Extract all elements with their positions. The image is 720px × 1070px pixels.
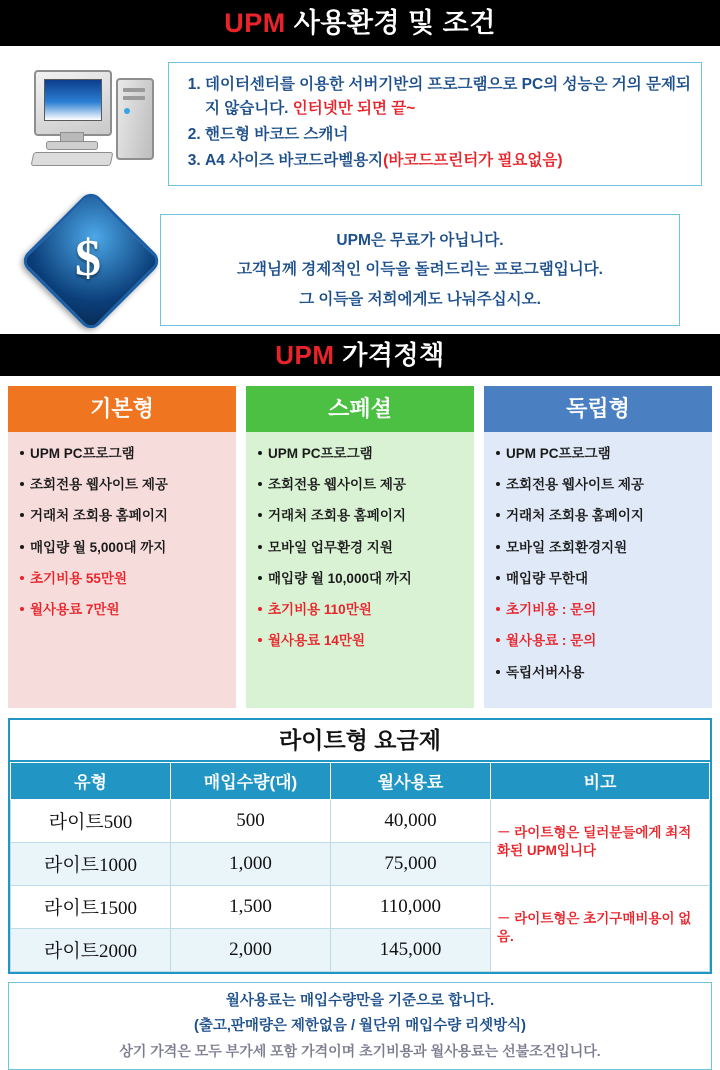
table-row	[11, 799, 710, 842]
plan-features-special	[246, 432, 474, 708]
requirements-box	[168, 62, 702, 186]
plan-title-independent: 독립형	[484, 386, 712, 432]
plan-title-basic: 기본형	[8, 386, 236, 432]
monitor-screen	[44, 79, 102, 121]
table-row	[11, 885, 710, 928]
section-title-pricing	[0, 334, 720, 376]
cell-fee: 40,000	[331, 799, 491, 842]
list-item-accent: 월사용료 : 문의	[496, 631, 702, 651]
cell-quantity: 2,000	[171, 928, 331, 971]
cell-quantity: 500	[171, 799, 331, 842]
pricing-plans	[0, 376, 720, 708]
list-item: 매입량 월 5,000대 까지	[20, 538, 226, 558]
cell-fee: 145,000	[331, 928, 491, 971]
light-plan-table	[8, 718, 712, 974]
tower-slot	[123, 88, 145, 92]
list-item: 조회전용 웹사이트 제공	[20, 475, 226, 495]
title-text: 가격정책	[334, 339, 445, 370]
environment-section	[0, 46, 720, 326]
notice-box	[160, 214, 680, 326]
title-text: 사용환경 및 조건	[285, 8, 496, 38]
requirements-row	[0, 56, 720, 186]
notice-line-3: 그 이득을 저희에게도 나눠주십시오.	[299, 290, 541, 308]
plan-title-special: 스페셜	[246, 386, 474, 432]
notice-line-2: 고객님께 경제적인 이득을 돌려드리는 프로그램입니다.	[237, 261, 603, 279]
plan-card-independent[interactable]	[484, 386, 712, 708]
table-header-row	[11, 762, 710, 799]
footer-line-2: (출고,판매량은 제한없음 / 월단위 매입수량 리셋방식)	[193, 1017, 526, 1034]
monitor-shape	[34, 70, 112, 136]
pc-tower	[116, 78, 154, 160]
desktop-computer-icon	[30, 64, 160, 174]
list-item-accent: 월사용료 7만원	[20, 600, 226, 620]
list-item-accent: 초기비용 110만원	[258, 600, 464, 620]
plan-features-basic	[8, 432, 236, 708]
list-item: UPM PC프로그램	[496, 444, 702, 464]
title-brand: UPM	[275, 339, 335, 370]
monitor-base	[46, 141, 98, 150]
dollar-diamond-icon	[22, 204, 152, 324]
title-brand: UPM	[224, 8, 286, 38]
cell-remark-2: － 라이트형은 초기구매비용이 없음.	[491, 885, 710, 971]
dollar-sign: $	[75, 229, 101, 287]
plan-features-independent	[484, 432, 712, 708]
section-title-environment	[0, 0, 720, 46]
list-item-accent: 초기비용 : 문의	[496, 600, 702, 620]
list-item: 거래처 조회용 홈페이지	[496, 506, 702, 526]
list-item: 조회전용 웹사이트 제공	[496, 475, 702, 495]
cell-fee: 110,000	[331, 885, 491, 928]
requirement-text: 데이터센터를 이용한 서버기반의 프로그램으로 PC의 성능은 거의 문제되지 않습니다.	[205, 76, 691, 118]
plan-card-basic[interactable]	[8, 386, 236, 708]
notice-line-1: UPM은 무료가 아닙니다.	[336, 232, 504, 250]
list-item: 조회전용 웹사이트 제공	[258, 475, 464, 495]
requirement-highlight: (바코드프린터가 필요없음)	[383, 152, 563, 170]
list-item	[205, 73, 691, 121]
cell-fee: 75,000	[331, 842, 491, 885]
cell-type: 라이트2000	[11, 928, 171, 971]
column-header-type: 유형	[11, 762, 171, 799]
list-item: UPM PC프로그램	[20, 444, 226, 464]
footer-line-1: 월사용료는 매입수량만을 기준으로 합니다.	[225, 992, 495, 1009]
cell-quantity: 1,000	[171, 842, 331, 885]
list-item: 모바일 조회환경지원	[496, 538, 702, 558]
footer-line-3: 상기 가격은 모두 부가세 포함 가격이며 초기비용과 월사용료는 선불조건입니다.	[119, 1042, 601, 1059]
requirement-text: A4 사이즈 바코드라벨용지	[205, 152, 384, 170]
footer-note	[8, 982, 712, 1070]
cell-type: 라이트500	[11, 799, 171, 842]
notice-row	[0, 204, 720, 326]
cell-type: 라이트1000	[11, 842, 171, 885]
requirements-list	[183, 73, 691, 173]
list-item: UPM PC프로그램	[258, 444, 464, 464]
list-item: 매입량 월 10,000대 까지	[258, 569, 464, 589]
tower-power-led	[124, 108, 130, 114]
list-item: 거래처 조회용 홈페이지	[258, 506, 464, 526]
list-item-accent: 초기비용 55만원	[20, 569, 226, 589]
column-header-quantity: 매입수량(대)	[171, 762, 331, 799]
requirement-text: 핸드형 바코드 스캐너	[205, 126, 349, 144]
cell-type: 라이트1500	[11, 885, 171, 928]
light-plan-title: 라이트형 요금제	[10, 720, 710, 762]
requirement-highlight: 인터넷만 되면 끝~	[292, 100, 416, 118]
list-item: 모바일 업무환경 지원	[258, 538, 464, 558]
cell-remark-1: － 라이트형은 딜러분들에게 최적화된 UPM입니다	[491, 799, 710, 885]
list-item: 거래처 조회용 홈페이지	[20, 506, 226, 526]
list-item	[205, 123, 691, 147]
list-item-accent: 월사용료 14만원	[258, 631, 464, 651]
list-item: 독립서버사용	[496, 663, 702, 683]
list-item	[205, 149, 691, 173]
column-header-remark: 비고	[491, 762, 710, 799]
pricing-table	[10, 762, 710, 972]
keyboard-shape	[31, 152, 114, 166]
tower-slot	[123, 96, 145, 100]
column-header-fee: 월사용료	[331, 762, 491, 799]
list-item: 매입량 무한대	[496, 569, 702, 589]
cell-quantity: 1,500	[171, 885, 331, 928]
plan-card-special[interactable]	[246, 386, 474, 708]
